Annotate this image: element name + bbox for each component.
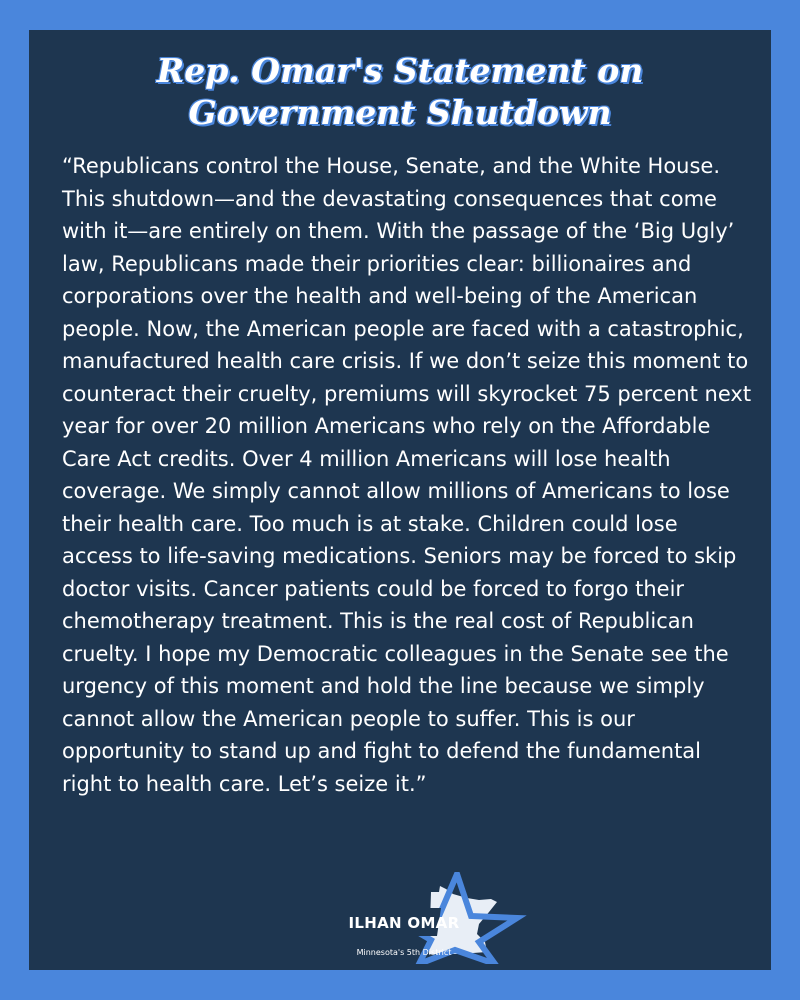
statement-panel: [29, 30, 771, 970]
ilhan-omar-logo: [319, 872, 529, 964]
logo-subtitle: Minnesota's 5th District: [356, 948, 452, 957]
title-line-1: Rep. Omar's Statement on: [156, 51, 644, 90]
page-title: [29, 50, 771, 134]
title-line-2: Government Shutdown: [188, 93, 612, 132]
statement-text: “Republicans control the House, Senate, and the White House. This shutdown—and the devastating consequences that come with it—are entirely on them. With the passage of the ‘Big Ugly’ law, Republicans made their priorities clear: billionaires and corporations over the health and well-being of the American people. Now, the American people are faced with a catastrophic, manufactured health care crisis. If we don’t seize this moment to counteract their cruelty, premiums will skyrocket 75 percent next year for over 20 million Americans who rely on the Affordable Care Act credits. Over 4 million Americans will lose health coverage. We simply cannot allow millions of Americans to lose their health care. Too much is at stake. Children could lose access to life-saving medications. Seniors may be forced to skip doctor visits. Cancer patients could be forced to forgo their chemotherapy treatment. This is the real cost of Republican cruelty. I hope my Democratic colleagues in the Senate see the urgency of this moment and hold the line because we simply cannot allow the American people to suffer. This is our opportunity to stand up and fight to defend the fundamental right to health care. Let’s seize it.”: [62, 154, 752, 796]
logo-name: ILHAN OMAR: [348, 914, 460, 932]
